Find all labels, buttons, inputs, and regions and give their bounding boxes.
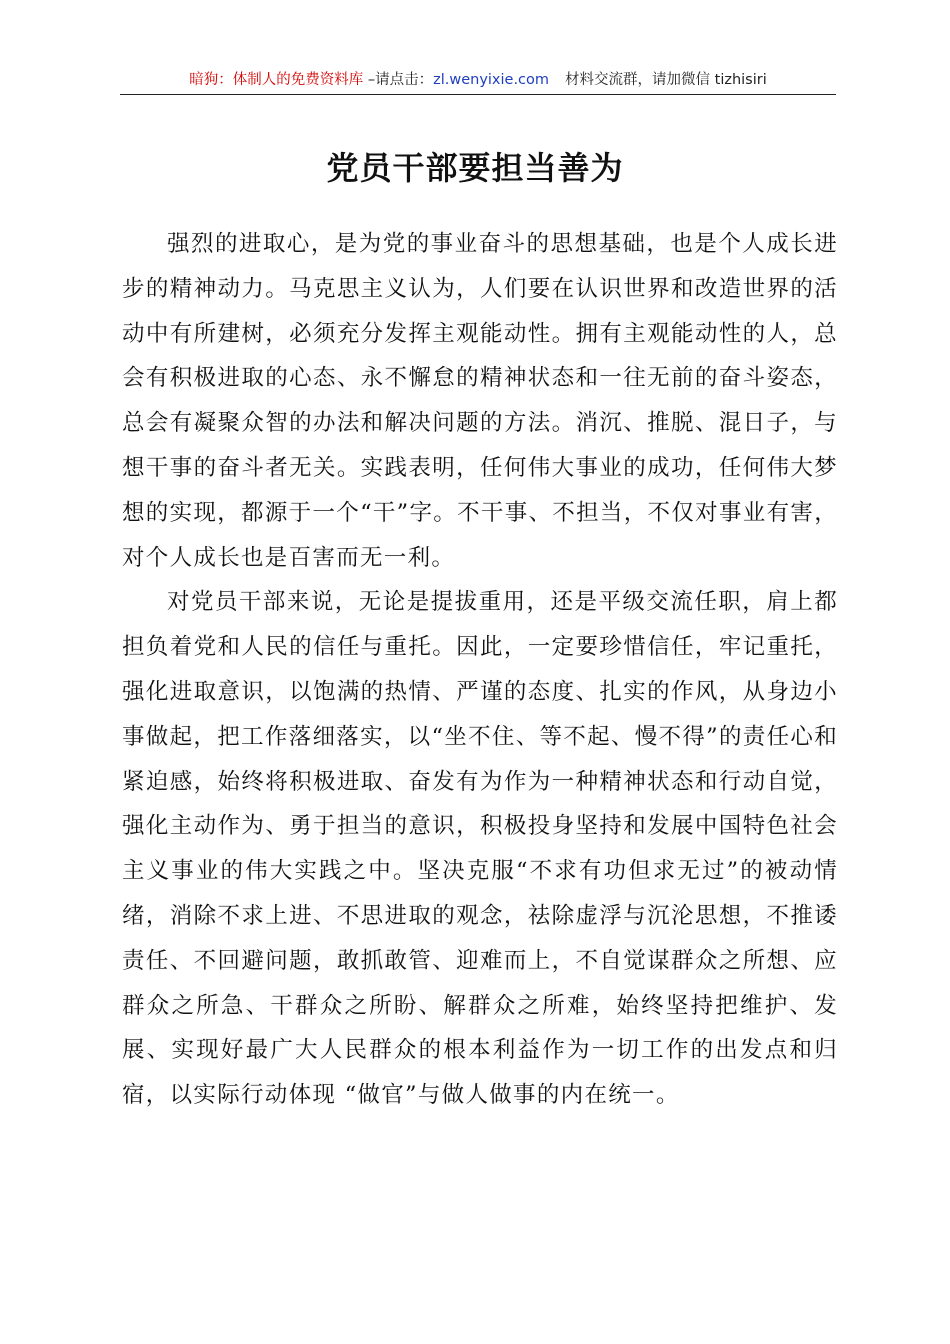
page-header [120, 70, 836, 95]
header-brand: 暗狗：体制人的免费资料库 [189, 72, 364, 88]
paragraph-2: 对党员干部来说，无论是提拔重用，还是平级交流任职，肩上都担负着党和人民的信任与重托。因此，一定要珍惜信任，牢记重托，强化进取意识，以饱满的热情、严谨的态度、扎实的作风，从身边小事做起，把工作落细落实，以“坐不住、等不起、慢不得”的责任心和紧迫感，始终将积极进取、奋发有为作为一种精神状态和行动自觉，强化主动作为、勇于担当的意识，积极投身坚持和发展中国特色社会主义事业的伟大实践之中。坚决克服“不求有功但求无过”的被动情绪，消除不求上进、不思进取的观念，祛除虚浮与沉沦思想，不推诿责任、不回避问题，敢抓敢管、迎难而上，不自觉谋群众之所想、应群众之所急、干群众之所盼、解群众之所难，始终坚持把维护、发展、实现好最广大人民群众的根本利益作为一切工作的出发点和归宿，以实际行动体现 “做官”与做人做事的内在统一。 [122, 589, 838, 1109]
document-title: 党员干部要担当善为 [326, 149, 624, 187]
paragraph-1: 强烈的进取心，是为党的事业奋斗的思想基础，也是个人成长进步的精神动力。马克思主义认为，人们要在认识世界和改造世界的活动中有所建树，必须充分发挥主观能动性。拥有主观能动性的人，总会有积极进取的心态、永不懈怠的精神状态和一往无前的奋斗姿态，总会有凝聚众智的办法和解决问题的方法。消沉、推脱、混日子，与想干事的奋斗者无关。实践表明，任何伟大事业的成功，任何伟大梦想的实现，都源于一个“干”字。不干事、不担当，不仅对事业有害，对个人成长也是百害而无一利。 [122, 231, 838, 571]
document-body [122, 222, 838, 1118]
header-contact: 材料交流群，请加微信 tizhisiri [565, 72, 767, 88]
header-prompt: –请点击： [363, 72, 434, 88]
header-link[interactable]: zl.wenyixie.com [433, 72, 550, 88]
